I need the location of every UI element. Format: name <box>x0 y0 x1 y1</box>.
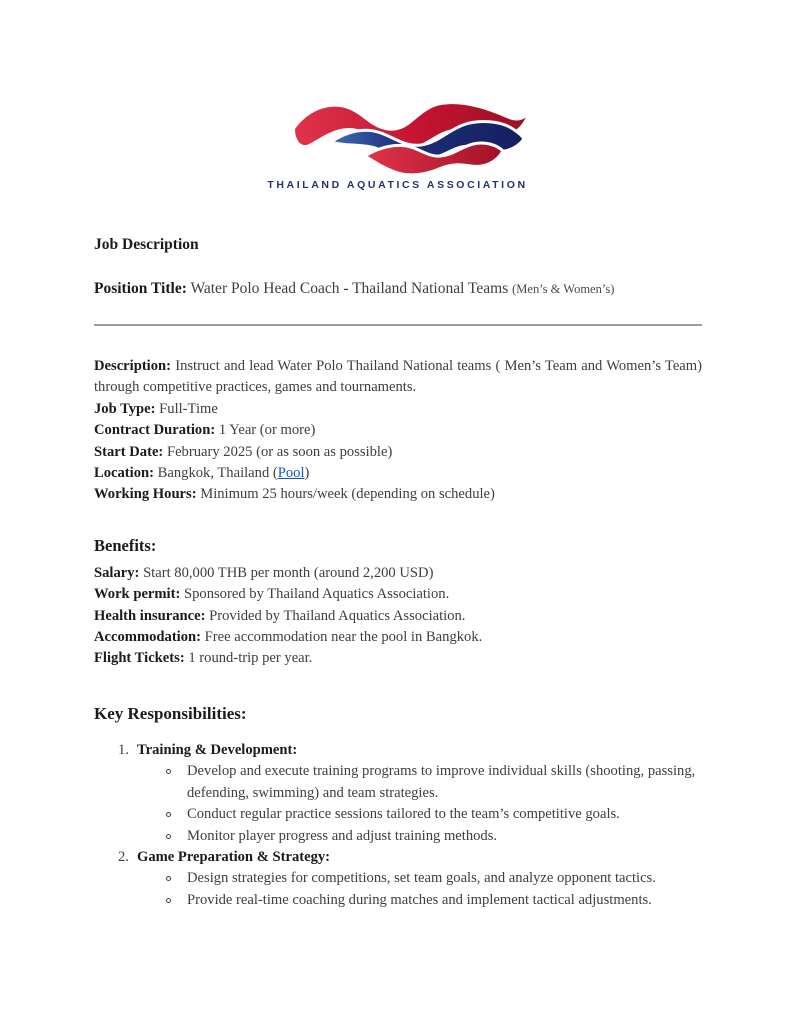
description-label: Description: <box>94 358 172 374</box>
list-item <box>94 740 702 761</box>
list-item-title: Training & Development: <box>137 741 298 758</box>
benefit-health-insurance: Health insurance: Provided by Thailand Aquatics Association. <box>94 607 466 624</box>
responsibilities-list <box>94 740 702 911</box>
benefits-heading: Benefits: <box>94 535 157 555</box>
list-sub-item: Design strategies for competitions, set team goals, and analyze opponent tactics. <box>94 868 702 889</box>
field-contract-duration: Contract Duration: 1 Year (or more) <box>94 422 316 439</box>
list-sub-item: Develop and execute training programs to improve individual skills (shooting, passing, defending, swimming) and team strategies. <box>94 761 702 804</box>
field-working-hours: Working Hours: Minimum 25 hours/week (depending on schedule) <box>94 486 495 503</box>
hollow-circle-bullet-icon <box>166 868 187 889</box>
benefit-salary: Salary: Start 80,000 THB per month (around 2,200 USD) <box>94 564 434 581</box>
list-item-title: Game Preparation & Strategy: <box>137 848 331 865</box>
position-title-line <box>94 278 702 300</box>
benefit-accommodation: Accommodation: Free accommodation near the pool in Bangkok. <box>94 629 483 646</box>
position-title-label: Position Title: <box>94 280 187 297</box>
horizontal-divider <box>94 324 702 326</box>
responsibilities-heading: Key Responsibilities: <box>94 703 247 723</box>
pool-link[interactable]: Pool <box>277 465 305 482</box>
position-title-value: Water Polo Head Coach - Thailand National Teams <box>190 280 509 297</box>
hollow-circle-bullet-icon <box>166 761 187 804</box>
list-item-number: 1. <box>118 741 129 758</box>
logo-block <box>0 0 795 191</box>
position-title-suffix: (Men’s & Women’s) <box>512 282 615 296</box>
logo-caption: THAILAND AQUATICS ASSOCIATION <box>267 179 528 191</box>
hollow-circle-bullet-icon <box>166 804 187 825</box>
list-sub-item: Conduct regular practice sessions tailored to the team’s competitive goals. <box>94 804 702 825</box>
document-body <box>94 236 702 911</box>
field-start-date: Start Date: February 2025 (or as soon as possible) <box>94 443 393 460</box>
hollow-circle-bullet-icon <box>166 826 187 847</box>
page-title: Job Description <box>94 236 199 253</box>
list-sub-item: Monitor player progress and adjust training methods. <box>94 826 702 847</box>
description-paragraph <box>94 356 702 399</box>
list-sub-item: Provide real-time coaching during matches and implement tactical adjustments. <box>94 890 702 911</box>
benefit-work-permit: Work permit: Sponsored by Thailand Aquatics Association. <box>94 586 450 603</box>
hollow-circle-bullet-icon <box>166 890 187 911</box>
field-location: Location: Bangkok, Thailand (Pool) <box>94 465 310 482</box>
field-job-type: Job Type: Full-Time <box>94 400 218 417</box>
benefits-list <box>94 563 702 670</box>
thailand-aquatics-logo-icon <box>269 96 527 174</box>
description-text: Instruct and lead Water Polo Thailand National teams ( Men’s Team and Women’s Team) through competitive practices, games and tournaments. <box>94 358 702 396</box>
benefit-flight-tickets: Flight Tickets: 1 round-trip per year. <box>94 650 313 667</box>
list-item <box>94 847 702 868</box>
list-item-number: 2. <box>118 848 129 865</box>
